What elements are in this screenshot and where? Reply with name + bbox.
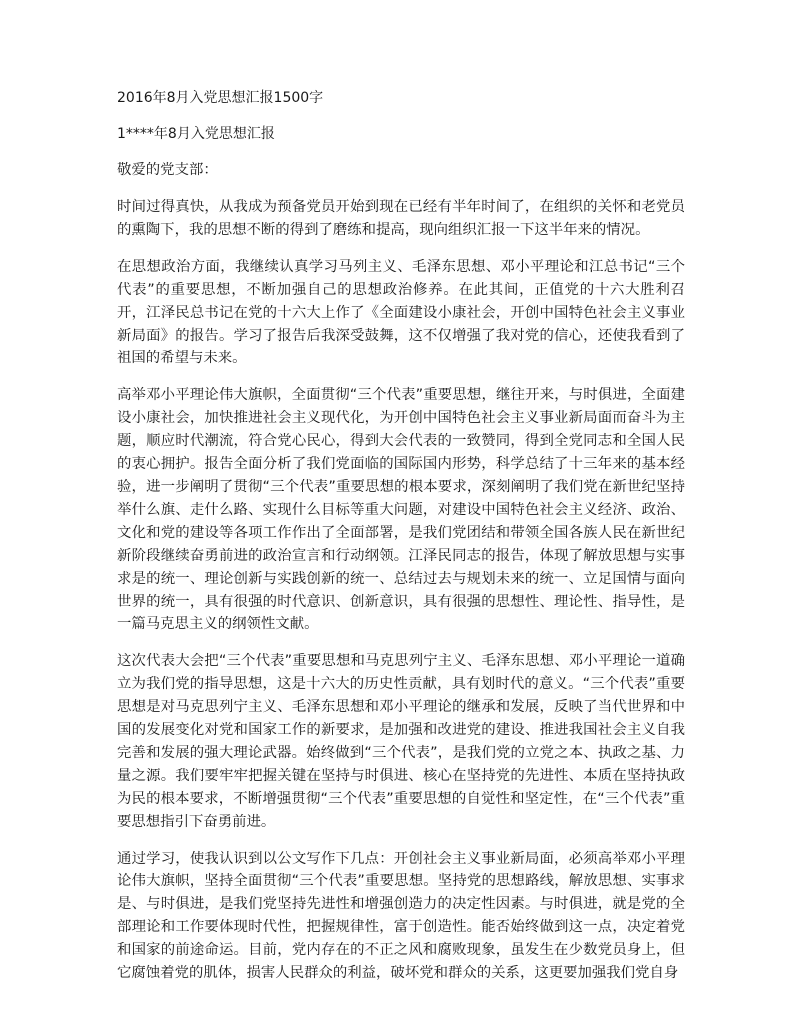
paragraph-1: 时间过得真快，从我成为预备党员开始到现在已经有半年时间了，在组织的关怀和老党员的熏陶下，我的思想不断的得到了磨练和提高，现向组织汇报一下这半年来的情况。 — [117, 199, 685, 238]
paragraph-2: 在思想政治方面，我继续认真学习马列主义、毛泽东思想、邓小平理论和江总书记“三个代表”的重要思想，不断加强自己的思想政治修养。在此其间，正值党的十六大胜利召开，江泽民总书记在党的十六大上作了《全面建设小康社会，开创中国特色社会主义事业新局面》的报告。学习了报告后我深受鼓舞，这不仅增强了我对党的信心，还使我看到了祖国的希望与未来。 — [117, 258, 685, 367]
paragraph-3: 高举邓小平理论伟大旗帜，全面贯彻“三个代表”重要思想，继往开来，与时俱进，全面建设小康社会，加快推进社会主义现代化，为开创中国特色社会主义事业新局面而奋斗为主题，顺应时代潮流，符合党心民心，得到大会代表的一致赞同，得到全党同志和全国人民的衷心拥护。报告全面分析了我们党面临的国际国内形势，科学总结了十三年来的基本经验，进一步阐明了贯彻“三个代表”重要思想的根本要求，深刻阐明了我们党在新世纪坚持举什么旗、走什么路、实现什么目标等重大问题，对建设中国特色社会主义经济、政治、文化和党的建设等各项工作作出了全面部署，是我们党团结和带领全国各族人民在新世纪新阶段继续奋勇前进的政治宣言和行动纲领。江泽民同志的报告，体现了解放思想与实事求是的统一、理论创新与实践创新的统一、总结过去与规划未来的统一、立足国情与面向世界的统一，具有很强的时代意识、创新意识，具有很强的思想性、理论性、指导性，是一篇马克思主义的纲领性文献。 — [117, 387, 685, 633]
document-title: 2016年8月入党思想汇报1500字 — [117, 90, 324, 106]
salutation: 敬爱的党支部： — [117, 162, 218, 178]
document-page — [117, 88, 685, 985]
paragraph-5: 通过学习，使我认识到以公文写作下几点：开创社会主义事业新局面，必须高举邓小平理论伟大旗帜，坚持全面贯彻“三个代表”重要思想。坚持党的思想路线，解放思想、实事求是、与时俱进，是我们党坚持先进性和增强创造力的决定性因素。与时俱进，就是党的全部理论和工作要体现时代性，把握规律性，富于创造性。能否始终做到这一点，决定着党和国家的前途命运。目前，党内存在的不正之风和腐败现象，虽发生在少数党员身上，但它腐蚀着党的肌体，损害人民群众的利益，破坏党和群众的关系，这更要加强我们党自身 — [117, 850, 685, 982]
paragraph-4: 这次代表大会把“三个代表”重要思想和马克思列宁主义、毛泽东思想、邓小平理论一道确立为我们党的指导思想，这是十六大的历史性贡献，具有划时代的意义。“三个代表”重要思想是对马克思列宁主义、毛泽东思想和邓小平理论的继承和发展，反映了当代世界和中国的发展变化对党和国家工作的新要求，是加强和改进党的建设、推进我国社会主义自我完善和发展的强大理论武器。始终做到“三个代表”，是我们党的立党之本、执政之基、力量之源。我们要牢牢把握关键在坚持与时俱进、核心在坚持党的先进性、本质在坚持执政为民的根本要求，不断增强贯彻“三个代表”重要思想的自觉性和坚定性，在“三个代表”重要思想指引下奋勇前进。 — [117, 653, 685, 830]
document-subtitle: 1****年8月入党思想汇报 — [117, 126, 275, 142]
